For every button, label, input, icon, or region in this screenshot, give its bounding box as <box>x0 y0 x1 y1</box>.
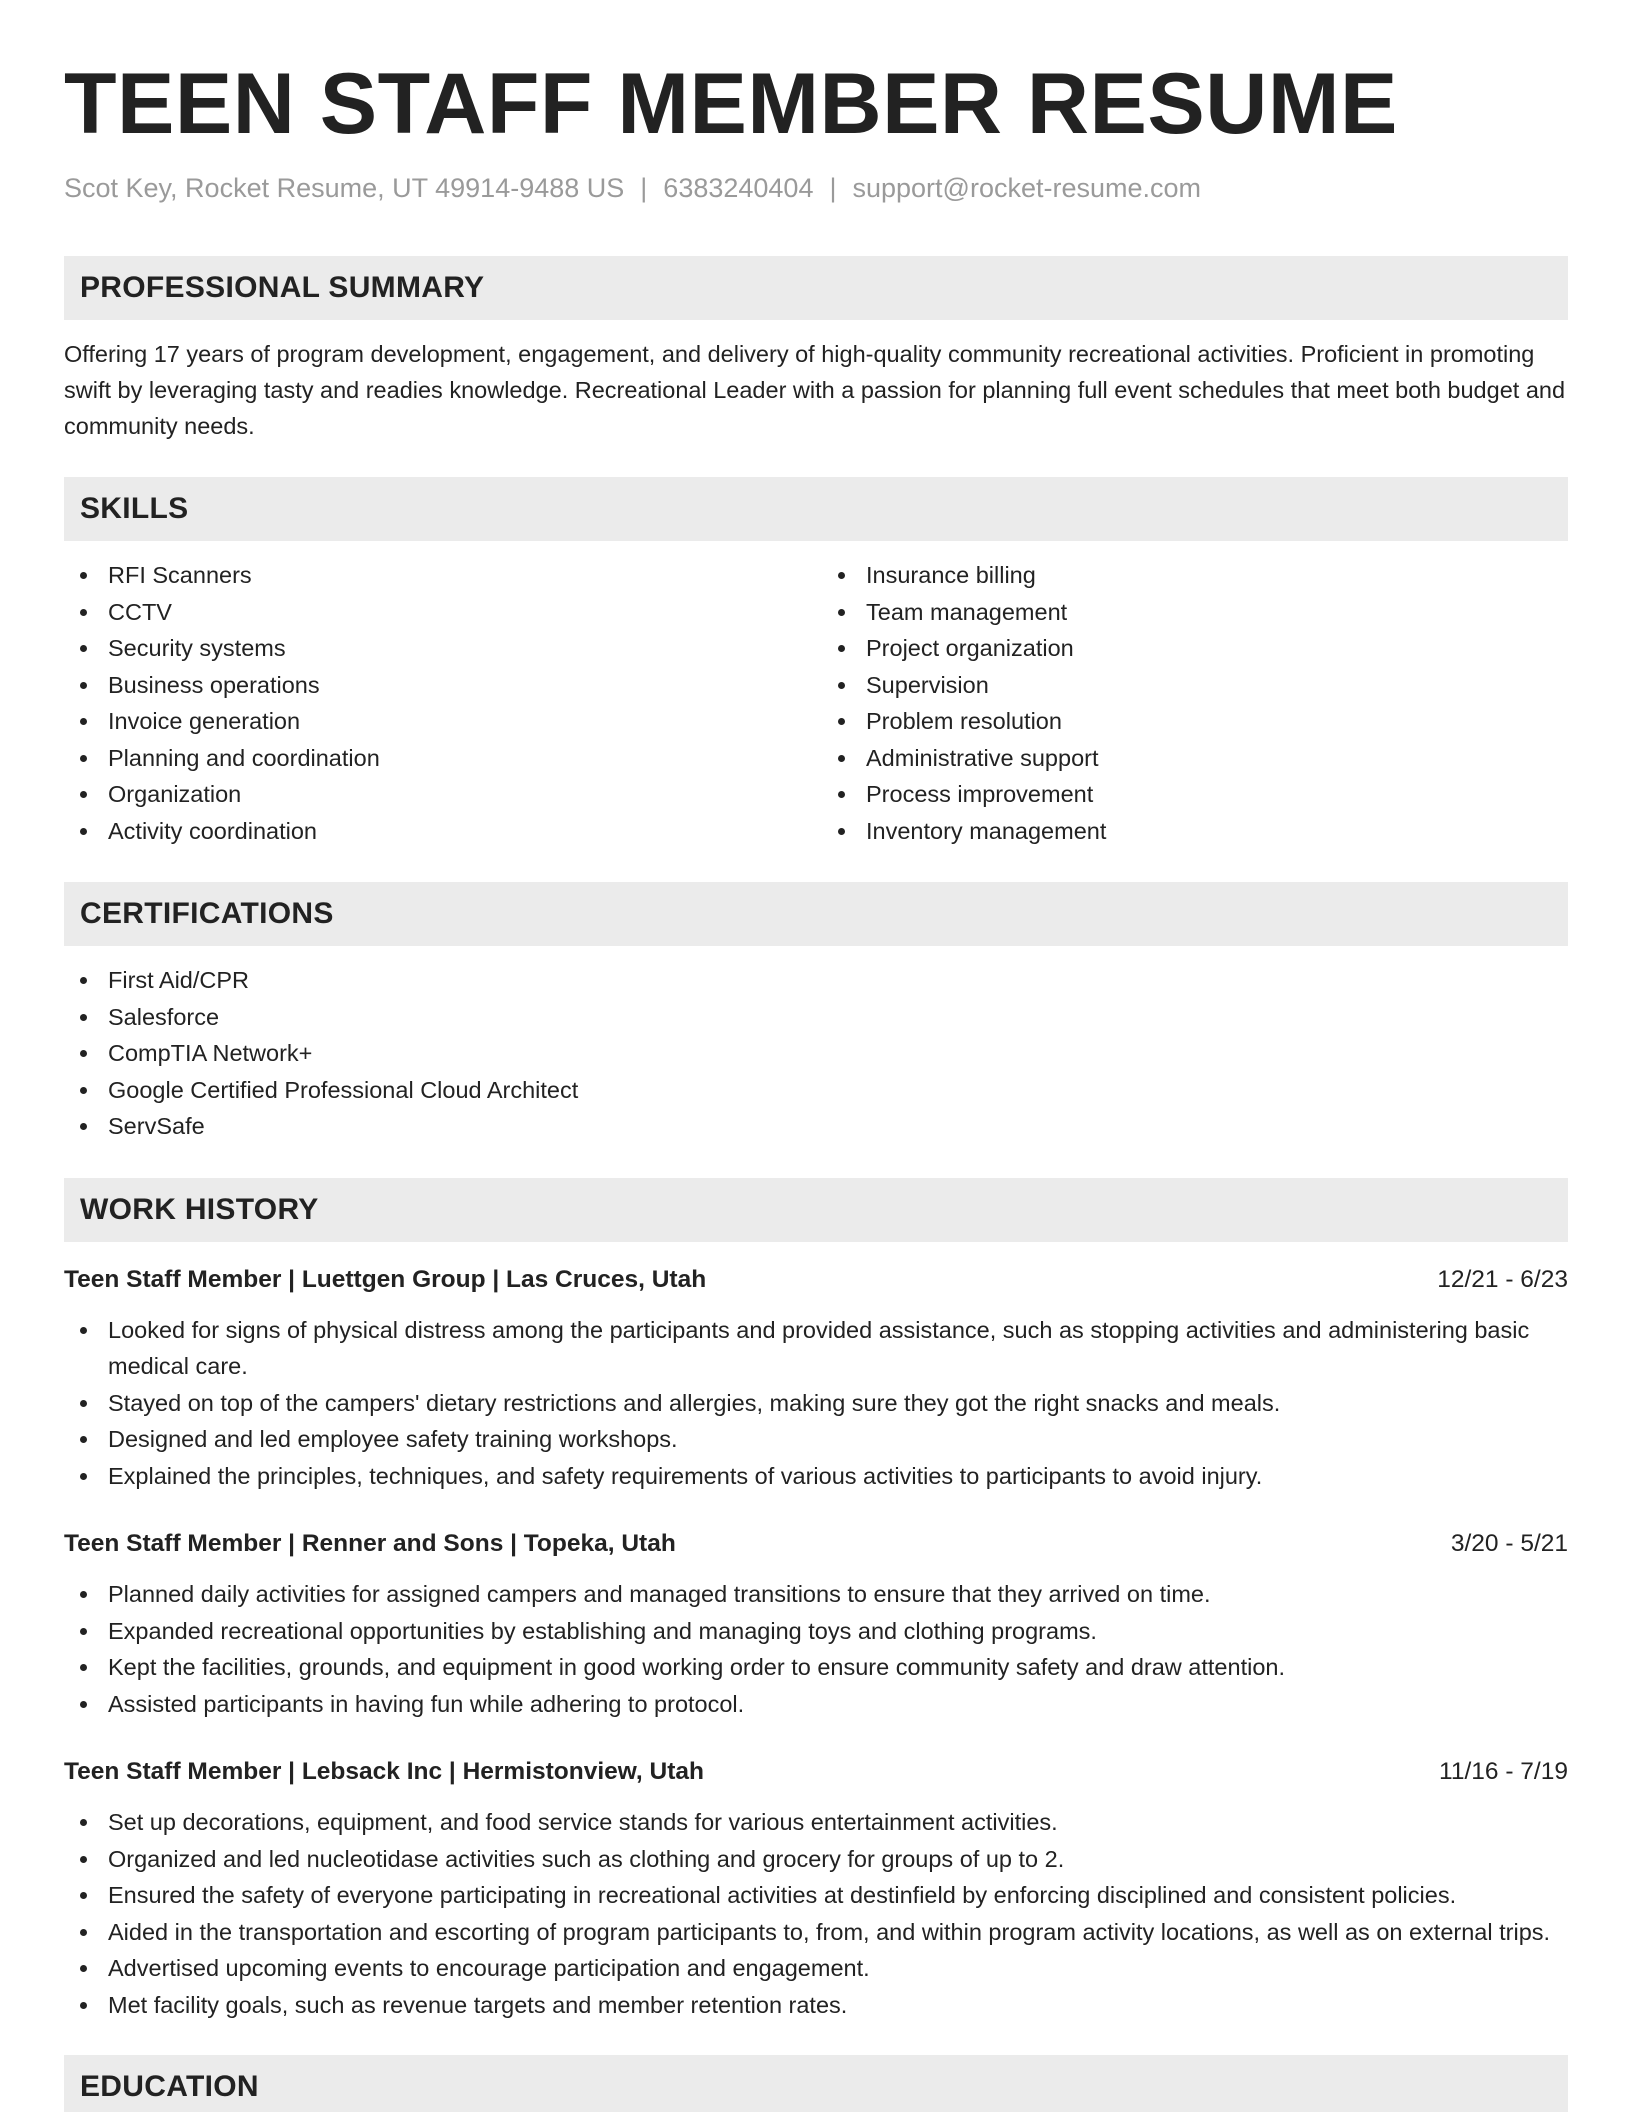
job-duty: Set up decorations, equipment, and food service stands for various entertainment activities. <box>64 1804 1568 1841</box>
contact-email: support@rocket-resume.com <box>852 173 1202 203</box>
skills-heading: SKILLS <box>64 477 1568 541</box>
certifications-heading: CERTIFICATIONS <box>64 882 1568 946</box>
summary-text: Offering 17 years of program development, engagement, and delivery of high-quality community recreational activities. Proficient in promoting swift by leveraging tasty and readies knowledge. Recreational Leader with a passion for planning full event schedules that meet both budget and community needs. <box>64 341 1566 439</box>
skill-item: Inventory management <box>822 813 1568 850</box>
job-dates: 3/20 - 5/21 <box>1450 1530 1568 1557</box>
skill-item: Project organization <box>822 630 1568 667</box>
certifications-section <box>64 882 1568 1145</box>
job-duty: Advertised upcoming events to encourage participation and engagement. <box>64 1950 1568 1987</box>
job-entry <box>64 1526 1568 1722</box>
skills-list-right <box>816 557 1568 849</box>
certification-item: Google Certified Professional Cloud Architect <box>64 1072 1568 1109</box>
skills-columns <box>64 557 1568 849</box>
skill-item: Business operations <box>64 667 816 704</box>
work-history-section <box>64 1178 1568 2024</box>
job-duties-list <box>64 1804 1568 2023</box>
work-history-heading: WORK HISTORY <box>64 1178 1568 1242</box>
certification-item: First Aid/CPR <box>64 962 1568 999</box>
job-title: Teen Staff Member | Lebsack Inc | Hermistonview, Utah <box>64 1758 704 1785</box>
job-entry <box>64 1262 1568 1495</box>
certification-item: CompTIA Network+ <box>64 1035 1568 1072</box>
job-duty: Explained the principles, techniques, and safety requirements of various activities to participants to avoid injury. <box>64 1458 1568 1495</box>
skills-list-left <box>64 557 816 849</box>
certification-item: Salesforce <box>64 999 1568 1036</box>
skill-item: Planning and coordination <box>64 740 816 777</box>
contact-phone: 6383240404 <box>663 173 814 203</box>
job-duty: Met facility goals, such as revenue targets and member retention rates. <box>64 1987 1568 2024</box>
job-header <box>64 1754 1568 1790</box>
contact-address: Scot Key, Rocket Resume, UT 49914-9488 US <box>64 173 625 203</box>
job-duties-list <box>64 1312 1568 1495</box>
resume-title: TEEN STAFF MEMBER RESUME <box>64 56 1398 152</box>
skill-item: Administrative support <box>822 740 1568 777</box>
skills-section <box>64 477 1568 849</box>
skill-item: RFI Scanners <box>64 557 816 594</box>
job-header <box>64 1526 1568 1562</box>
certifications-list <box>64 962 1568 1145</box>
skill-item: Team management <box>822 594 1568 631</box>
education-heading: EDUCATION <box>64 2055 1568 2112</box>
skill-item: Process improvement <box>822 776 1568 813</box>
job-title: Teen Staff Member | Luettgen Group | Las Cruces, Utah <box>64 1265 707 1293</box>
job-duty: Planned daily activities for assigned campers and managed transitions to ensure that they arrived on time. <box>64 1576 1568 1613</box>
job-header <box>64 1262 1568 1298</box>
job-duties-list <box>64 1576 1568 1722</box>
skill-item: Organization <box>64 776 816 813</box>
job-duty: Expanded recreational opportunities by establishing and managing toys and clothing programs. <box>64 1613 1568 1650</box>
skill-item: Insurance billing <box>822 557 1568 594</box>
skill-item: Invoice generation <box>64 703 816 740</box>
contact-separator: | <box>829 173 837 203</box>
certification-item: ServSafe <box>64 1108 1568 1145</box>
job-duty: Ensured the safety of everyone participating in recreational activities at destinfield by enforcing disciplined and consistent policies. <box>64 1877 1568 1914</box>
job-duty: Organized and led nucleotidase activities such as clothing and grocery for groups of up to 2. <box>64 1841 1568 1878</box>
job-duty: Looked for signs of physical distress among the participants and provided assistance, such as stopping activities and administering basic medical care. <box>64 1312 1568 1385</box>
skill-item: Activity coordination <box>64 813 816 850</box>
summary-heading: PROFESSIONAL SUMMARY <box>64 256 1568 320</box>
job-dates: 11/16 - 7/19 <box>1439 1758 1568 1785</box>
job-duty: Aided in the transportation and escorting of program participants to, from, and within program activity locations, as well as on external trips. <box>64 1914 1568 1951</box>
job-entry <box>64 1754 1568 2023</box>
skill-item: Security systems <box>64 630 816 667</box>
skill-item: CCTV <box>64 594 816 631</box>
job-dates: 12/21 - 6/23 <box>1437 1265 1568 1293</box>
contact-separator: | <box>640 173 648 203</box>
summary-section <box>64 256 1568 444</box>
skill-item: Problem resolution <box>822 703 1568 740</box>
skill-item: Supervision <box>822 667 1568 704</box>
job-duty: Assisted participants in having fun while adhering to protocol. <box>64 1686 1568 1723</box>
contact-line <box>64 172 1568 204</box>
job-duty: Designed and led employee safety training workshops. <box>64 1421 1568 1458</box>
job-duty: Stayed on top of the campers' dietary restrictions and allergies, making sure they got the right snacks and meals. <box>64 1385 1568 1422</box>
job-title: Teen Staff Member | Renner and Sons | Topeka, Utah <box>64 1530 676 1557</box>
job-duty: Kept the facilities, grounds, and equipment in good working order to ensure community safety and draw attention. <box>64 1649 1568 1686</box>
